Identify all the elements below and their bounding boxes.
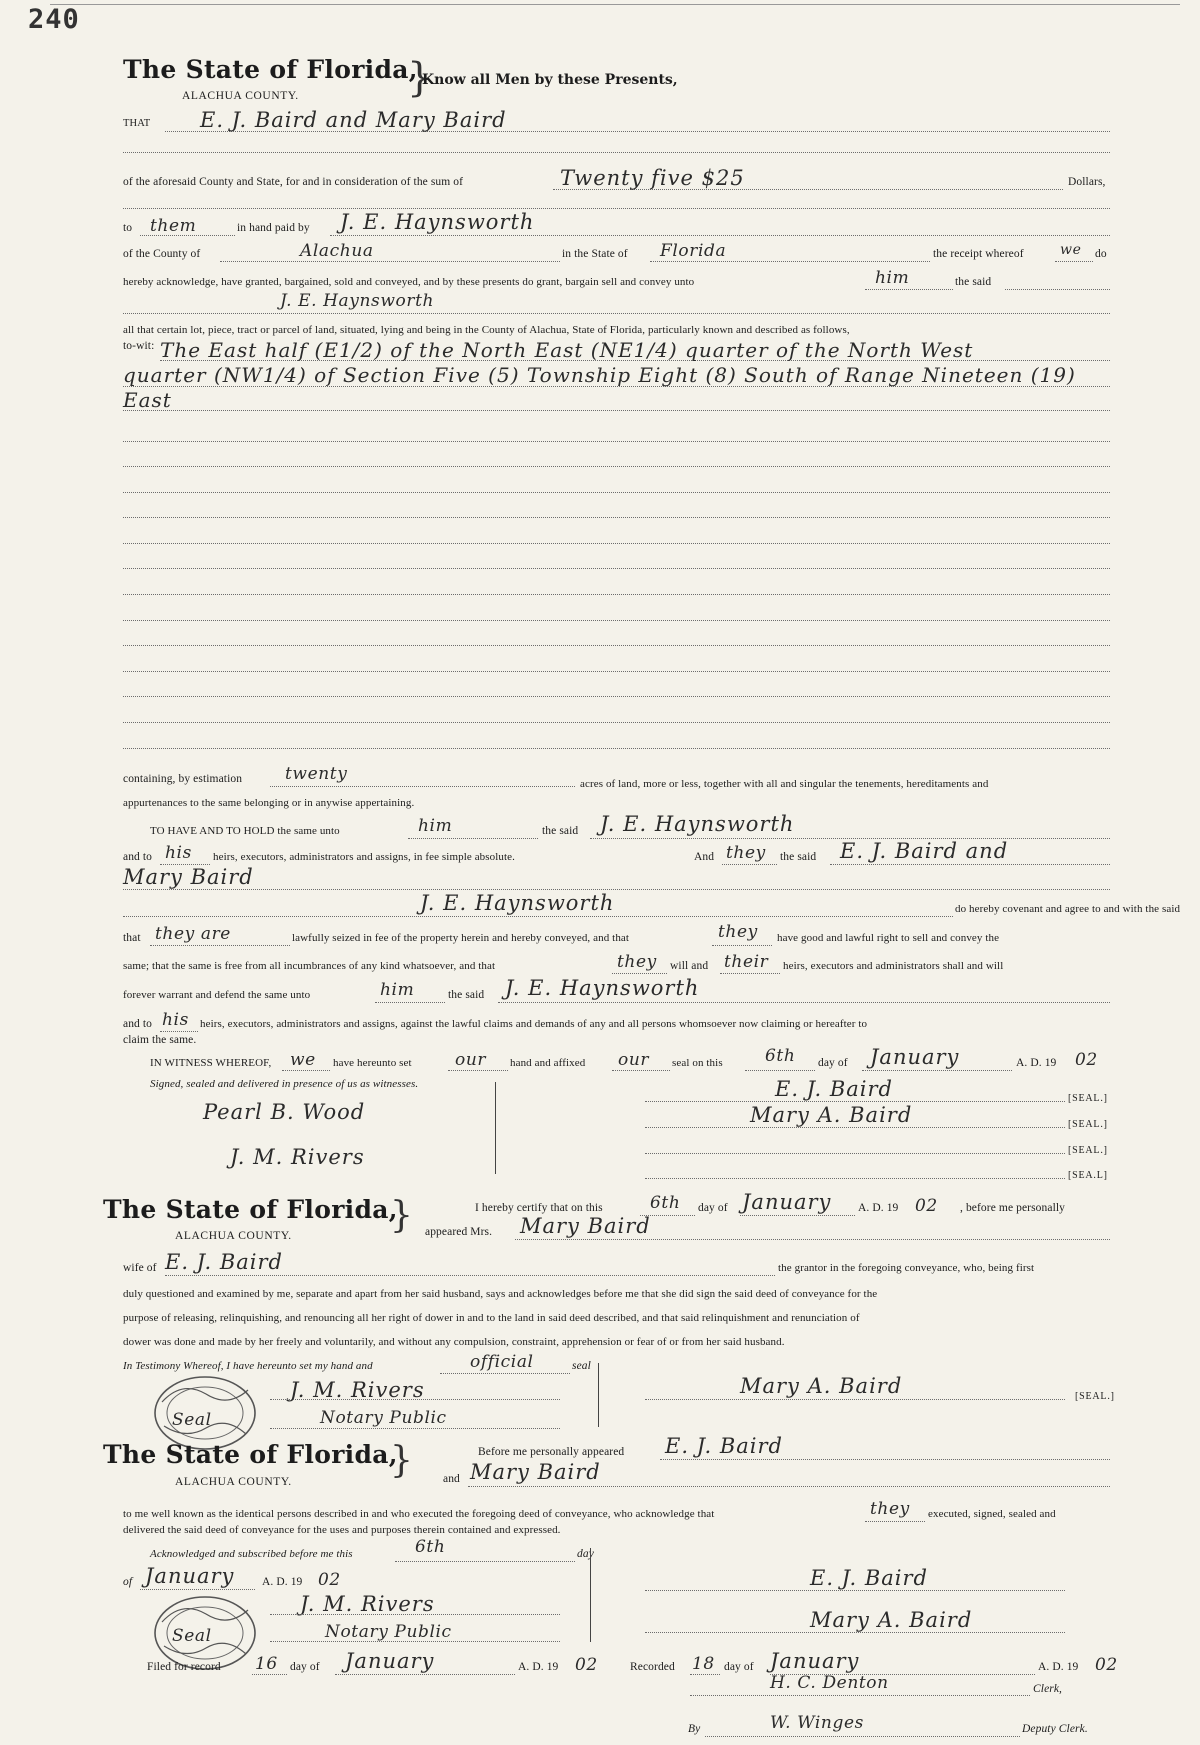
grantor-text: the grantor in the foregoing conveyance, who, being first — [778, 1262, 1035, 1274]
will-and-label: will and — [670, 960, 709, 972]
cert1-signature: Mary A. Baird — [740, 1374, 903, 1398]
blank-line — [123, 543, 1110, 544]
blank-line — [123, 492, 1110, 493]
seal-label: [SEAL.] — [1068, 1145, 1108, 1156]
acknowledged-text: Acknowledged and subscribed before me this — [150, 1548, 353, 1560]
witness-bracket — [495, 1082, 496, 1174]
top-rule — [50, 4, 1180, 5]
deed-brace: } — [407, 55, 433, 101]
description-line — [123, 410, 1110, 411]
acres-text: acres of land, more or less, together with all and singular the tenements, hereditaments and — [580, 778, 989, 790]
habendum-line — [408, 838, 538, 839]
before-me-label: Before me personally appeared — [478, 1446, 625, 1458]
clerk-label: Clerk, — [1033, 1683, 1063, 1695]
said2-label: the said — [780, 851, 817, 863]
recorded-day-of-label: day of — [724, 1661, 754, 1673]
habendum-said-label: the said — [542, 825, 579, 837]
blank-line — [123, 696, 1110, 697]
husband-name: E. J. Baird — [165, 1250, 283, 1274]
defend-said-label: the said — [448, 989, 485, 1001]
appeared-label: appeared Mrs. — [425, 1226, 493, 1238]
signed-sealed-text: Signed, sealed and delivered in presence of us as witnesses. — [150, 1078, 419, 1090]
cert1-before-text: , before me personally — [960, 1202, 1066, 1214]
hand-affixed-label: hand and affixed — [510, 1057, 586, 1069]
sum-amount: Twenty five $25 — [560, 166, 745, 190]
signature-line — [645, 1101, 1065, 1102]
defend-unto-line — [375, 1002, 445, 1003]
witness-we-line — [282, 1070, 330, 1071]
cert1-year: 02 — [915, 1196, 938, 1216]
description-text: The East half (E1/2) of the North East (NE1/4) quarter of the North West — [160, 338, 974, 362]
deed-county: ALACHUA COUNTY. — [182, 90, 299, 102]
county-line — [220, 261, 560, 262]
cert1-day-of-label: day of — [698, 1202, 728, 1214]
unto-line — [865, 289, 953, 290]
his-2: his — [162, 1010, 189, 1030]
the-said-label: the said — [955, 276, 992, 288]
acres-value: twenty — [285, 764, 348, 784]
ack-text: hereby acknowledge, have granted, bargained, sold and conveyed, and by these presents do grant, bargain sell and convey unto — [123, 276, 695, 288]
cert2-signature: E. J. Baird — [810, 1566, 928, 1590]
blank-line — [123, 620, 1110, 621]
cert1-body: duly questioned and examined by me, separate and apart from her said husband, says and acknowledges before me that she did sign the said deed of conveyance for the — [123, 1288, 878, 1300]
grantor-line2-dots — [123, 889, 1110, 890]
receipt-pronoun: we — [1060, 242, 1082, 258]
cert1-signature-line — [645, 1399, 1065, 1400]
cert2-they-line — [865, 1521, 925, 1522]
officer-title-line — [270, 1428, 560, 1429]
blank-line — [123, 594, 1110, 595]
cert2-month: January — [145, 1564, 235, 1588]
month-line — [862, 1070, 1012, 1071]
testimony-text: In Testimony Whereof, I have hereunto set my hand and — [123, 1360, 373, 1372]
clerk-name: H. C. Denton — [770, 1673, 889, 1693]
payer-line — [330, 235, 1110, 236]
day-of-label: day of — [818, 1057, 848, 1069]
cert2-brace: } — [390, 1440, 413, 1481]
blank-line — [123, 722, 1110, 723]
by-label: By — [688, 1723, 701, 1735]
their-line — [720, 973, 780, 974]
appeared-line — [515, 1239, 1110, 1240]
witness-signature: J. M. Rivers — [230, 1145, 365, 1169]
year: 02 — [1075, 1050, 1098, 1070]
against-text: heirs, executors, administrators and assigns, against the lawful claims and demands of any and all persons whomsoever now claiming or hereafter to — [200, 1018, 868, 1030]
blank-line — [123, 671, 1110, 672]
witness-label: IN WITNESS WHEREOF, — [150, 1057, 272, 1069]
page-number: 240 — [28, 4, 80, 35]
receipt-line — [1055, 261, 1093, 262]
official-word: official — [470, 1352, 534, 1372]
covenant-text: do hereby covenant and agree to and with the said — [955, 903, 1181, 915]
cert2-day: 6th — [415, 1537, 446, 1557]
cert1-officer-title: Notary Public — [320, 1408, 447, 1428]
cert1-month-line — [740, 1215, 855, 1216]
payer-name: J. E. Haynsworth — [340, 210, 535, 234]
seal-label: [SEA.L] — [1068, 1170, 1108, 1181]
grantor-line — [830, 864, 1110, 865]
right-text: have good and lawful right to sell and convey the — [777, 932, 1000, 944]
cert1-ad-label: A. D. 19 — [858, 1202, 899, 1214]
of-county-label: of the County of — [123, 248, 201, 260]
to-whom: them — [150, 216, 197, 236]
deputy-label: Deputy Clerk. — [1022, 1723, 1088, 1735]
acres-line — [270, 786, 575, 787]
forever-text: forever warrant and defend the same unto — [123, 989, 311, 1001]
cert1-body: purpose of releasing, relinquishing, and renouncing all her right of dower in and to the land in said deed described, and that said relinquishment and renunciation of — [123, 1312, 860, 1324]
recorded-label: Recorded — [630, 1661, 675, 1673]
grantor-line2: Mary Baird — [123, 865, 254, 889]
cert1-county: ALACHUA COUNTY. — [175, 1230, 292, 1242]
husband-line — [165, 1275, 775, 1276]
our2-line — [612, 1070, 670, 1071]
claim-text: claim the same. — [123, 1034, 197, 1046]
that-label-2: that — [123, 932, 141, 944]
known-text: to me well known as the identical persons described in and who executed the foregoing deed of conveyance, who acknowledge that — [123, 1508, 715, 1520]
blank-line — [123, 441, 1110, 442]
blank-line — [123, 645, 1110, 646]
and-to-label: and to — [123, 851, 153, 863]
state-line — [650, 261, 930, 262]
wife-of-label: wife of — [123, 1262, 157, 1274]
officer-title-line — [270, 1641, 560, 1642]
signature-line — [645, 1127, 1065, 1128]
witness-we: we — [290, 1050, 316, 1070]
know-all-heading: Know all Men by these Presents, — [422, 72, 678, 88]
our-2: our — [618, 1050, 650, 1070]
same-text: same; that the same is free from all incumbrances of any kind whatsoever, and that — [123, 960, 496, 972]
delivered-text: delivered the said deed of conveyance for the uses and purposes therein contained and expressed. — [123, 1524, 561, 1536]
cert1-bracket — [598, 1363, 599, 1427]
heirs-text: heirs, executors, administrators and assigns, in fee simple absolute. — [213, 851, 515, 863]
seal-label: [SEAL.] — [1068, 1119, 1108, 1130]
his2-line — [160, 1031, 198, 1032]
cert2-day-label: day — [577, 1548, 594, 1560]
ad-label: A. D. 19 — [1016, 1057, 1057, 1069]
grantor-signature: Mary A. Baird — [750, 1103, 913, 1127]
blank-line — [123, 748, 1110, 749]
blank-line — [123, 568, 1110, 569]
cert2-officer-title: Notary Public — [325, 1622, 452, 1642]
cert2-month-line — [140, 1589, 255, 1590]
seized-text: lawfully seized in fee of the property herein and hereby conveyed, and that — [292, 932, 630, 944]
cert2-and-label: and — [443, 1473, 460, 1485]
cert2-ad-label: A. D. 19 — [262, 1576, 303, 1588]
certify-text: I hereby certify that on this — [475, 1202, 603, 1214]
habendum-to: him — [418, 816, 453, 836]
they2-line — [712, 945, 772, 946]
filed-day: 16 — [255, 1654, 278, 1674]
cert2-bracket — [590, 1548, 591, 1642]
and-to-pronoun: his — [165, 843, 192, 863]
person2-name: Mary Baird — [470, 1460, 601, 1484]
do-label: do — [1095, 248, 1107, 260]
and-label: And — [694, 851, 715, 863]
blank-line — [123, 152, 1110, 153]
seal-on-label: seal on this — [672, 1057, 723, 1069]
consideration-text: of the aforesaid County and State, for and in consideration of the sum of — [123, 176, 464, 188]
officer-line — [270, 1614, 560, 1615]
cert1-officer-signature: J. M. Rivers — [290, 1378, 425, 1402]
cert2-they: they — [870, 1499, 910, 1519]
officer-line — [270, 1399, 560, 1400]
cert1-brace: } — [390, 1195, 413, 1236]
day-line — [745, 1070, 815, 1071]
grantor-line1: E. J. Baird and — [840, 839, 1009, 863]
recorded-day: 18 — [692, 1654, 715, 1674]
filed-year: 02 — [575, 1655, 598, 1675]
grantor-signature: E. J. Baird — [775, 1077, 893, 1101]
witness-signature: Pearl B. Wood — [203, 1100, 366, 1124]
executed-text: executed, signed, sealed and — [928, 1508, 1056, 1520]
description-text: quarter (NW1/4) of Section Five (5) Township Eight (8) South of Range Nineteen (19) — [123, 363, 1076, 387]
deputy-line — [705, 1736, 1020, 1737]
cert1-body: dower was done and made by her freely and voluntarily, and without any compulsion, constraint, apprehension or fear of or from her said husband. — [123, 1336, 785, 1348]
to-wit-label: to-wit: — [123, 340, 155, 352]
our1-line — [448, 1070, 508, 1071]
filed-month: January — [345, 1649, 435, 1673]
heirs-shall-text: heirs, executors and administrators shall and will — [783, 960, 1004, 972]
official-line — [440, 1373, 570, 1374]
dollars-label: Dollars, — [1068, 176, 1106, 188]
they3-line — [612, 973, 667, 974]
cert2-of-label: of — [123, 1576, 133, 1588]
blank-line — [123, 466, 1110, 467]
habendum-label: TO HAVE AND TO HOLD the same unto — [150, 825, 340, 837]
containing-label: containing, by estimation — [123, 773, 243, 785]
convey-unto: him — [875, 268, 910, 288]
seal-label: [SEAL.] — [1068, 1093, 1108, 1104]
covenant-line — [123, 916, 953, 917]
cert1-seal-label: [SEAL.] — [1075, 1391, 1115, 1402]
cert2-day-line — [395, 1561, 575, 1562]
in-state-label: in the State of — [562, 248, 628, 260]
have-set-label: have hereunto set — [333, 1057, 412, 1069]
our-1: our — [455, 1050, 487, 1070]
blank-line — [123, 517, 1110, 518]
month: January — [870, 1045, 960, 1069]
filed-ad-label: A. D. 19 — [518, 1661, 559, 1673]
said-line — [1005, 289, 1110, 290]
day-num: 6th — [765, 1046, 796, 1066]
covenant-grantee: J. E. Haynsworth — [420, 891, 615, 915]
recorded-year: 02 — [1095, 1655, 1118, 1675]
they-line — [722, 864, 777, 865]
they-are: they are — [155, 924, 231, 944]
recorded-ad-label: A. D. 19 — [1038, 1661, 1079, 1673]
receipt-label: the receipt whereof — [933, 248, 1024, 260]
deed-heading: The State of Florida, — [123, 55, 418, 84]
person2-line — [468, 1486, 1110, 1487]
person1-line — [660, 1459, 1110, 1460]
they-2: they — [718, 922, 758, 942]
cert1-month: January — [742, 1190, 832, 1214]
clerk-line — [690, 1695, 1030, 1696]
their: their — [724, 952, 769, 972]
to-label: to — [123, 222, 133, 234]
grantee-line — [123, 313, 1110, 314]
deputy-name: W. Winges — [770, 1713, 864, 1733]
description-text: East — [123, 388, 172, 412]
filed-month-line — [335, 1674, 515, 1675]
filed-day-of-label: day of — [290, 1661, 320, 1673]
habendum-grantee: J. E. Haynsworth — [600, 812, 795, 836]
they-are-line — [150, 945, 290, 946]
seal-word: seal — [572, 1360, 591, 1372]
lot-text: all that certain lot, piece, tract or parcel of land, situated, lying and being in the County of Alachua, State of Florida, particularly known and described as follows, — [123, 324, 850, 336]
county-name: Alachua — [300, 241, 374, 261]
state-name: Florida — [660, 241, 727, 261]
cert2-year: 02 — [318, 1570, 341, 1590]
notary-seal-text: Seal — [172, 1410, 212, 1430]
in-hand-paid-label: in hand paid by — [237, 222, 310, 234]
grantee-name: J. E. Haynsworth — [280, 291, 435, 311]
cert2-signature: Mary A. Baird — [810, 1608, 973, 1632]
appeared-name: Mary Baird — [520, 1214, 651, 1238]
cert2-officer-signature: J. M. Rivers — [300, 1592, 435, 1616]
recorded-month: January — [770, 1649, 860, 1673]
cert2-signature-line — [645, 1590, 1065, 1591]
appurtenances-text: appurtenances to the same belonging or in anywise appertaining. — [123, 797, 415, 809]
recorded-day-line — [690, 1674, 720, 1675]
cert2-county: ALACHUA COUNTY. — [175, 1476, 292, 1488]
signature-line — [645, 1178, 1065, 1179]
they-1: they — [726, 843, 766, 863]
person1-name: E. J. Baird — [665, 1434, 783, 1458]
defend-grantee-line — [498, 1002, 1110, 1003]
filed-day-line — [252, 1674, 287, 1675]
defend-grantee: J. E. Haynsworth — [505, 976, 700, 1000]
cert2-heading: The State of Florida, — [103, 1440, 398, 1469]
and-to2-label: and to — [123, 1018, 153, 1030]
grantors-name: E. J. Baird and Mary Baird — [200, 108, 507, 132]
cert2-signature-line — [645, 1632, 1065, 1633]
cert1-heading: The State of Florida, — [103, 1195, 398, 1224]
notary-seal-text: Seal — [172, 1626, 212, 1646]
defend-unto: him — [380, 980, 415, 1000]
that-label: THAT — [123, 118, 151, 129]
they-3: they — [617, 952, 657, 972]
cert1-day: 6th — [650, 1193, 681, 1213]
blank-line — [123, 208, 1110, 209]
filed-label: Filed for record — [147, 1661, 221, 1673]
signature-line — [645, 1153, 1065, 1154]
